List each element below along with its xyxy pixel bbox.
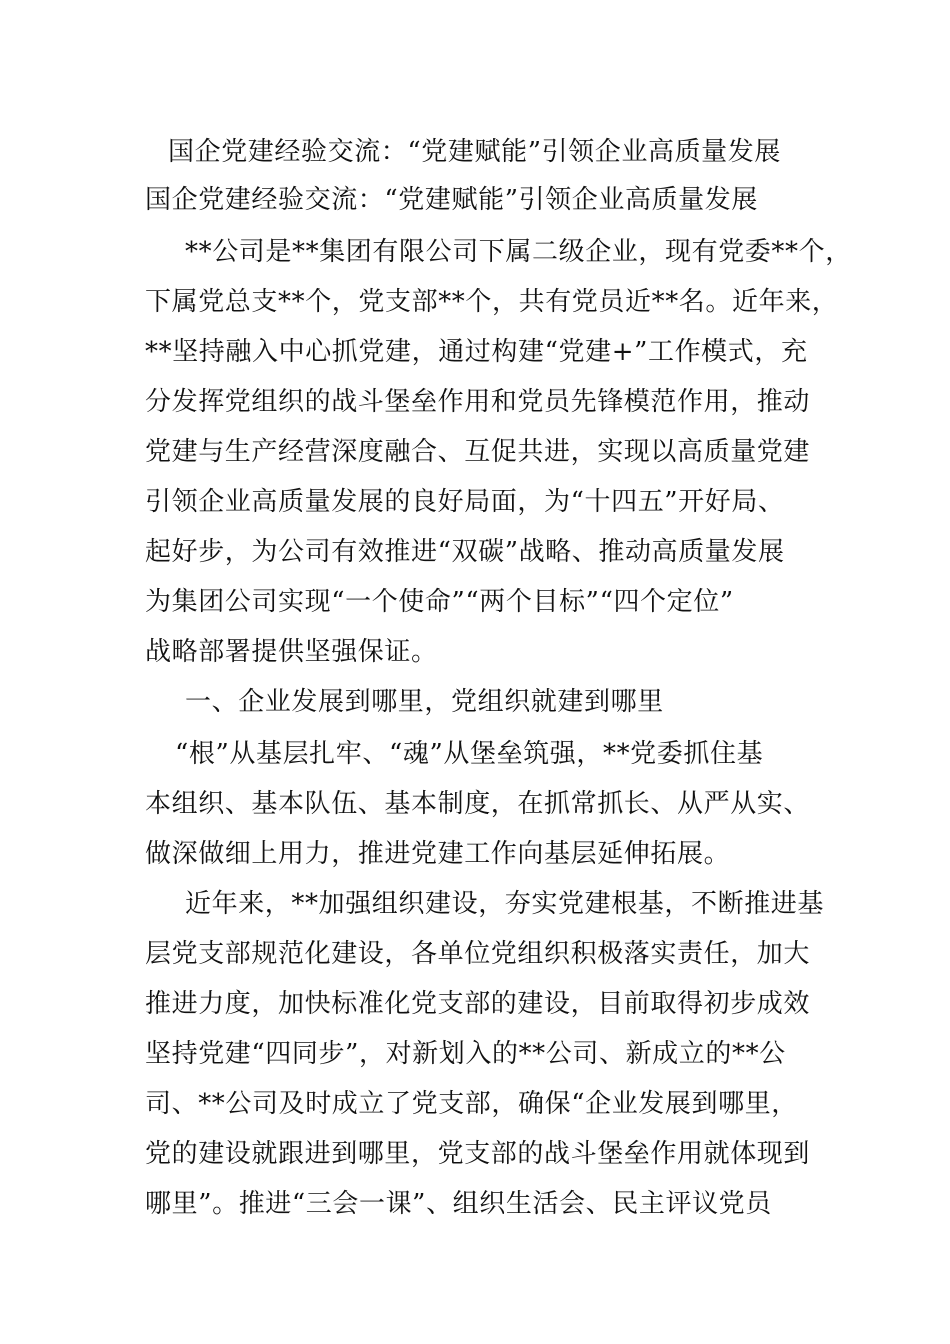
paragraph-line: 推进力度，加快标准化党支部的建设，目前取得初步成效 bbox=[145, 989, 811, 1019]
document-title-repeat: 国企党建经验交流：“党建赋能”引领企业高质量发展 bbox=[145, 185, 758, 215]
paragraph-line: 战略部署提供坚强保证。 bbox=[145, 637, 438, 667]
section-heading: 一、企业发展到哪里，党组织就建到哪里 bbox=[185, 687, 664, 717]
paragraph-line: **公司是**集团有限公司下属二级企业，现有党委**个， bbox=[185, 237, 852, 267]
paragraph-line: “根”从基层扎牢、“魂”从堡垒筑强，**党委抓住基 bbox=[175, 739, 764, 769]
paragraph-line: 近年来，**加强组织建设，夯实党建根基，不断推进基 bbox=[185, 889, 825, 919]
paragraph-line: 下属党总支**个，党支部**个，共有党员近**名。近年来， bbox=[145, 287, 839, 317]
document-title: 国企党建经验交流：“党建赋能”引领企业高质量发展 bbox=[168, 137, 781, 167]
paragraph-line: 坚持党建“四同步”，对新划入的**公司、新成立的**公 bbox=[145, 1039, 786, 1069]
paragraph-line: 起好步，为公司有效推进“双碳”战略、推动高质量发展 bbox=[145, 537, 785, 567]
paragraph-line: 哪里”。推进“三会一课”、组织生活会、民主评议党员 bbox=[145, 1189, 772, 1219]
paragraph-line: 为集团公司实现“一个使命”“两个目标”“四个定位” bbox=[145, 587, 734, 617]
paragraph-line: 层党支部规范化建设，各单位党组织积极落实责任，加大 bbox=[145, 939, 811, 969]
paragraph-line: 引领企业高质量发展的良好局面，为“十四五”开好局、 bbox=[145, 487, 785, 517]
paragraph-line: 做深做细上用力，推进党建工作向基层延伸拓展。 bbox=[145, 839, 731, 869]
paragraph-line: 本组织、基本队伍、基本制度，在抓常抓长、从严从实、 bbox=[145, 789, 811, 819]
paragraph-line: **坚持融入中心抓党建，通过构建“党建+”工作模式，充 bbox=[145, 337, 808, 367]
paragraph-line: 分发挥党组织的战斗堡垒作用和党员先锋模范作用，推动 bbox=[145, 387, 811, 417]
paragraph-line: 党建与生产经营深度融合、互促共进，实现以高质量党建 bbox=[145, 437, 811, 467]
paragraph-line: 党的建设就跟进到哪里，党支部的战斗堡垒作用就体现到 bbox=[145, 1139, 811, 1169]
paragraph-line: 司、**公司及时成立了党支部，确保“企业发展到哪里， bbox=[145, 1089, 798, 1119]
